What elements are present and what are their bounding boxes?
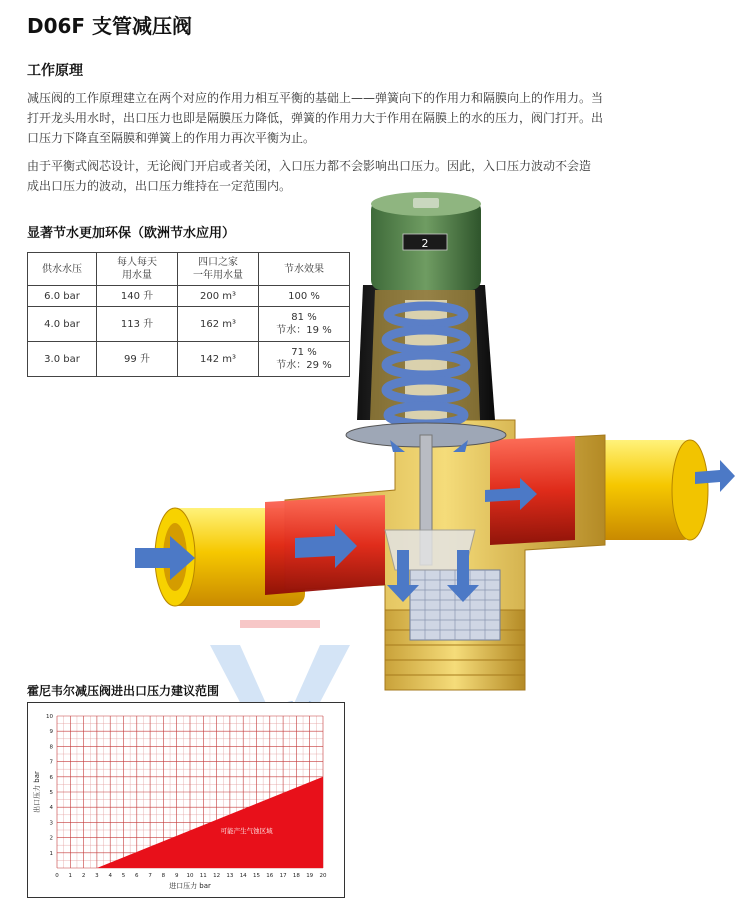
cell-year: 200 m³: [178, 286, 259, 307]
x-tick-label: 7: [148, 873, 152, 879]
cell-daily: 113 升: [97, 307, 178, 342]
table-heading: 显著节水更加环保（欧洲节水应用）: [27, 226, 236, 241]
x-tick-label: 18: [292, 873, 300, 879]
x-tick-label: 19: [306, 873, 314, 879]
x-tick-label: 9: [174, 873, 179, 879]
y-tick-label: 2: [49, 835, 53, 842]
x-tick-label: 17: [279, 873, 287, 879]
cell-year: 142 m³: [178, 342, 259, 377]
x-tick-label: 6: [135, 873, 139, 879]
x-tick-label: 16: [266, 873, 274, 879]
y-tick-label: 5: [49, 790, 53, 796]
chart-title: 霍尼韦尔减压阀进出口压力建议范围: [27, 684, 220, 698]
x-tick-label: 13: [226, 873, 234, 879]
cell-pressure: 3.0 bar: [28, 342, 97, 377]
dial-number: 2: [421, 237, 429, 250]
y-tick-label: 4: [49, 805, 53, 812]
header-cell: 四口之家 一年用水量: [178, 253, 259, 286]
section-heading-principle: 工作原理: [27, 63, 83, 79]
x-tick-label: 15: [253, 873, 260, 879]
cell-daily: 99 升: [97, 342, 178, 377]
x-tick-label: 5: [121, 873, 126, 879]
cell-daily: 140 升: [97, 286, 178, 307]
x-tick-label: 8: [161, 873, 166, 879]
text-line: 成出口压力的波动，出口压力维持在一定范围内。: [27, 179, 292, 193]
header-cell: 节水效果: [259, 253, 350, 286]
cell-pressure: 6.0 bar: [28, 286, 97, 307]
x-tick-label: 11: [199, 873, 207, 879]
principle-paragraph-1: [27, 88, 727, 148]
x-axis-label: 进口压力 bar: [169, 882, 211, 890]
y-tick-label: 9: [49, 729, 53, 736]
strainer-mesh: [410, 570, 500, 640]
text-line: 由于平衡式阀芯设计，无论阀门开启或者关闭，入口压力都不会影响出口压力。因此，入口压力波动不会造: [27, 159, 592, 173]
x-tick-label: 14: [239, 873, 247, 879]
cell-pressure: 4.0 bar: [28, 307, 97, 342]
x-tick-label: 2: [81, 873, 86, 879]
x-tick-label: 10: [186, 873, 194, 879]
y-axis-label: 出口压力 bar: [33, 771, 41, 813]
x-tick-label: 12: [213, 873, 221, 879]
text-line: 口压力下降直至隔膜和弹簧上的作用力再次平衡为止。: [27, 131, 316, 145]
x-tick-label: 3: [95, 873, 99, 879]
y-tick-label: 3: [49, 820, 53, 827]
pressure-range-chart: [27, 702, 345, 898]
text-line: 减压阀的工作原理建立在两个对应的作用力相互平衡的基础上——弹簧向下的作用力和隔膜向上的作用力。当: [27, 91, 604, 105]
x-tick-label: 0: [55, 873, 59, 879]
y-tick-label: 6: [49, 774, 53, 781]
cell-effect: 81 % 节水：19 %: [259, 307, 350, 342]
cell-year: 162 m³: [178, 307, 259, 342]
x-tick-label: 4: [108, 873, 112, 879]
x-tick-label: 20: [319, 873, 327, 879]
y-tick-label: 10: [46, 714, 53, 720]
y-tick-label: 1: [49, 850, 53, 857]
page-title: D06F 支管减压阀: [27, 14, 193, 38]
header-cell: 供水水压: [28, 253, 97, 286]
text-line: 打开龙头用水时，出口压力也即是隔膜压力降低，弹簧的作用力大于作用在隔膜上的水的压力，阀门打开。出: [27, 111, 604, 125]
cell-effect: 71 % 节水：29 %: [259, 342, 350, 377]
y-tick-label: 8: [49, 744, 53, 751]
x-tick-label: 1: [68, 873, 73, 879]
adjustment-cap: [371, 192, 481, 290]
region-label: 可能产生气蚀区域: [220, 827, 273, 836]
cell-effect: 100 %: [259, 286, 350, 307]
header-cell: 每人每天 用水量: [97, 253, 178, 286]
y-tick-label: 7: [49, 759, 53, 766]
